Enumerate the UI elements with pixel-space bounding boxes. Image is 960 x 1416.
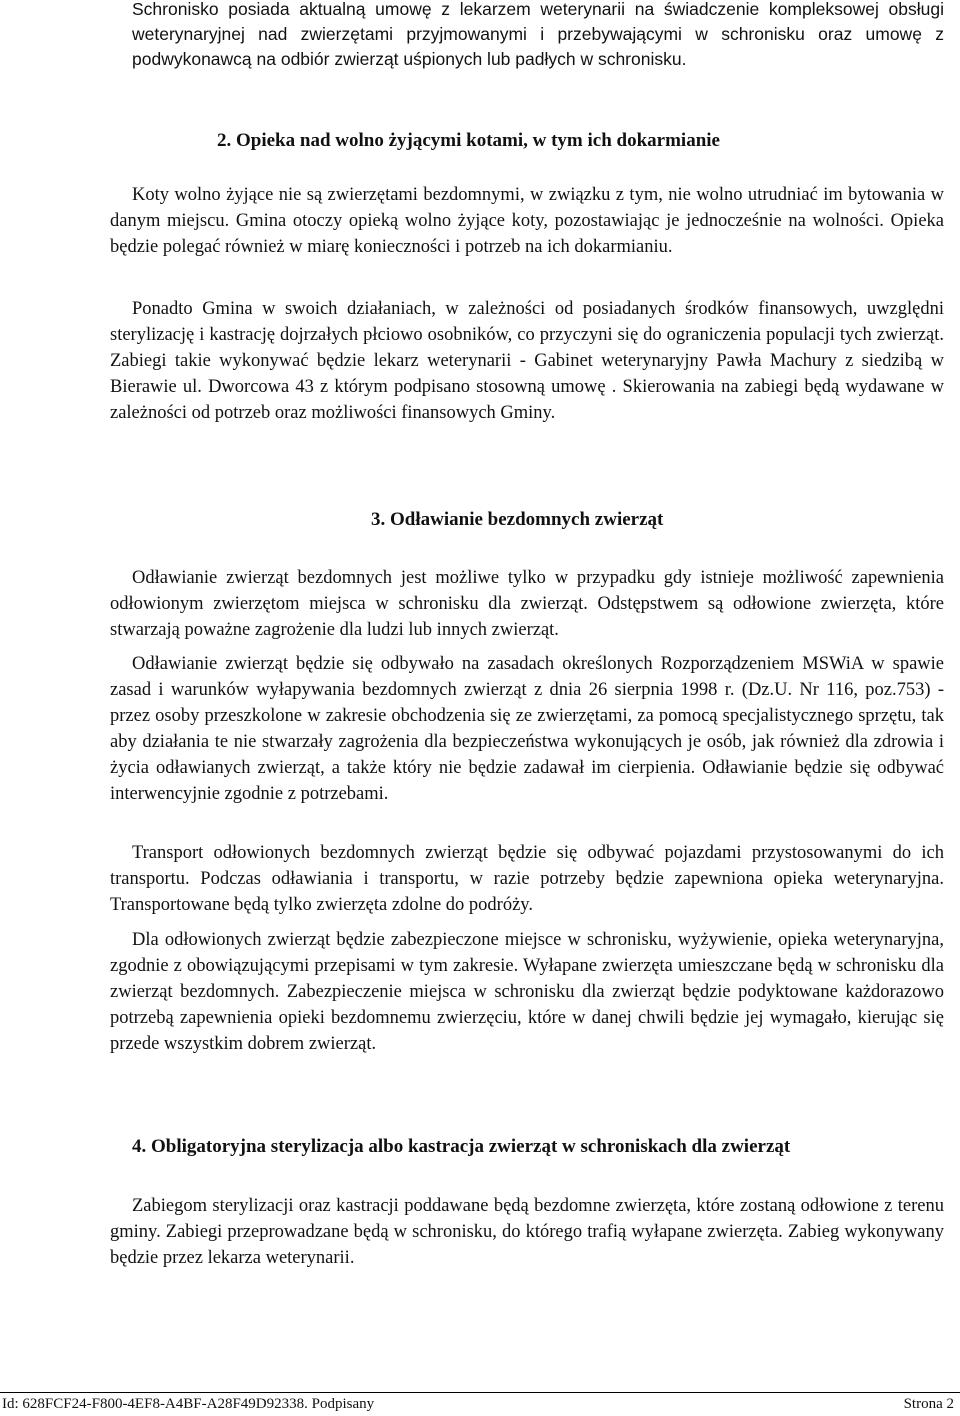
section-3-paragraph-1: Odławianie zwierząt bezdomnych jest możliwe tylko w przypadku gdy istnieje możliwość zapewnienia odłowionym zwierzętom miejsca w schronisku dla zwierząt. Odstępstwem są odłowione zwierzęta, które stwarzają poważne zagrożenie dla ludzi lub innych zwierząt. <box>110 568 944 640</box>
section-4-heading: 4. Obligatoryjna sterylizacja albo kastracja zwierząt w schroniskach dla zwierząt <box>132 1136 791 1157</box>
footer-page-number: Strona 2 <box>903 1396 954 1412</box>
section-4-paragraph-1: Zabiegom sterylizacji oraz kastracji poddawane będą bezdomne zwierzęta, które zostaną odłowione z terenu gminy. Zabiegi przeprowadzane będą w schronisku, do którego trafią wyłapane zwierzęta. Zabieg wykonywany będzie przez lekarza weterynarii. <box>110 1196 944 1268</box>
intro-paragraph: Schronisko posiada aktualną umowę z lekarzem weterynarii na świadczenie kompleksowej obsługi weterynaryjnej nad zwierzętami przyjmowanymi i przebywającymi w schronisku oraz umowę z podwykonawcą na odbiór zwierząt uśpionych lub padłych w schronisku. <box>132 0 944 69</box>
section-2-paragraph-2: Ponadto Gmina w swoich działaniach, w zależności od posiadanych środków finansowych, uwzględni sterylizację i kastrację dojrzałych płciowo osobników, co przyczyni się do ograniczenia populacji tych zwierząt. Zabiegi takie wykonywać będzie lekarz weterynarii - Gabinet weterynaryjny Pawła Machury z siedzibą w Bierawie ul. Dworcowa 43 z którym podpisano stosowną umowę . Skierowania na zabiegi będą wydawane w zależności od potrzeb oraz możliwości finansowych Gminy. <box>110 299 944 423</box>
section-2-paragraph-1: Koty wolno żyjące nie są zwierzętami bezdomnymi, w związku z tym, nie wolno utrudniać im bytowania w danym miejscu. Gmina otoczy opieką wolno żyjące koty, pozostawiając je jednocześnie na wolności. Opieka będzie polegać również w miarę konieczności i potrzeb na ich dokarmianiu. <box>110 185 944 257</box>
section-3-heading: 3. Odławianie bezdomnych zwierząt <box>371 509 664 530</box>
section-2-heading: 2. Opieka nad wolno żyjącymi kotami, w tym ich dokarmianie <box>217 130 720 151</box>
section-3-paragraph-3: Transport odłowionych bezdomnych zwierząt będzie się odbywać pojazdami przystosowanymi do ich transportu. Podczas odławiania i transportu, w razie potrzeby będzie zapewniona opieka weterynaryjna. Transportowane będą tylko zwierzęta zdolne do podróży. <box>110 843 944 915</box>
section-3-paragraph-4: Dla odłowionych zwierząt będzie zabezpieczone miejsce w schronisku, wyżywienie, opieka weterynaryjna, zgodnie z obowiązującymi przepisami w tym zakresie. Wyłapane zwierzęta umieszczane będą w schronisku dla zwierząt bezdomnych. Zabezpieczenie miejsca w schronisku dla zwierząt będzie podyktowane każdorazowo potrzebą zapewnienia opieki bezdomnemu zwierzęciu, które w danej chwili będzie jej wymagało, kierując się przede wszystkim dobrem zwierząt. <box>110 930 944 1054</box>
page-footer <box>0 1392 960 1416</box>
section-3-paragraph-2: Odławianie zwierząt będzie się odbywało na zasadach określonych Rozporządzeniem MSWiA w spawie zasad i warunków wyłapywania bezdomnych zwierząt z dnia 26 sierpnia 1998 r. (Dz.U. Nr 116, poz.753) - przez osoby przeszkolone w zakresie obchodzenia się ze zwierzętami, za pomocą specjalistycznego sprzętu, tak aby działania te nie stwarzały zagrożenia dla bezpieczeństwa wykonujących je osób, jak również dla zdrowia i życia odławianych zwierząt, a także który nie będzie zadawał im cierpienia. Odławianie będzie się odbywać interwencyjnie zgodnie z potrzebami. <box>110 654 944 804</box>
footer-document-id: Id: 628FCF24-F800-4EF8-A4BF-A28F49D92338. Podpisany <box>2 1396 375 1412</box>
